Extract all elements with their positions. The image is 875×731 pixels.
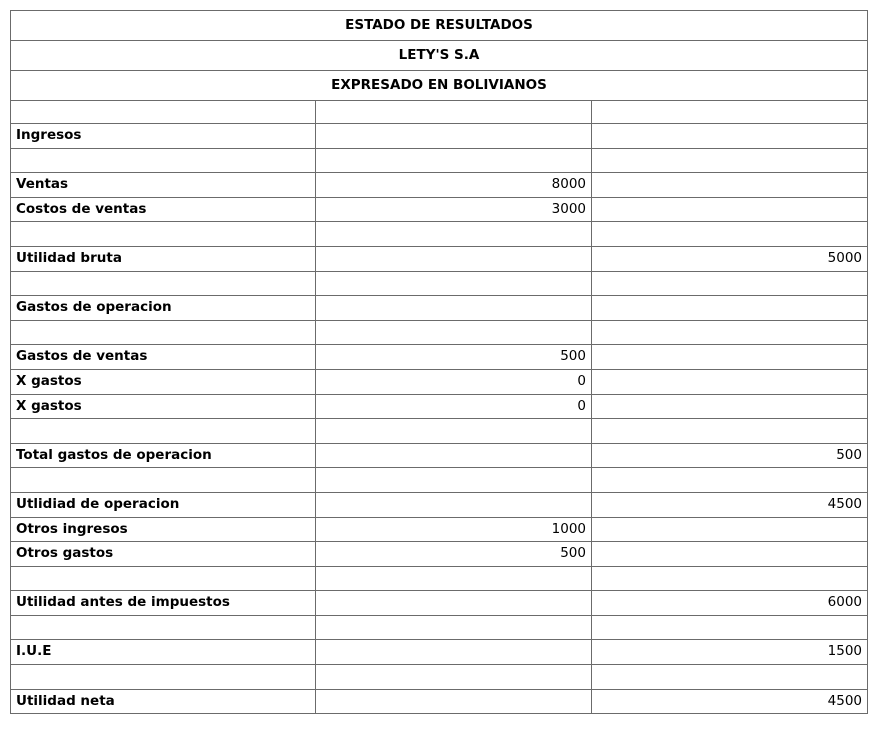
row-label-cell[interactable]: Gastos de ventas xyxy=(11,345,316,370)
row-label-cell[interactable]: Otros ingresos xyxy=(11,517,316,542)
row-label-cell[interactable] xyxy=(11,320,316,345)
row-label-cell[interactable] xyxy=(11,468,316,493)
table-row xyxy=(11,148,868,173)
row-label-cell[interactable]: X gastos xyxy=(11,394,316,419)
table-row xyxy=(11,517,868,542)
detail-amount-cell[interactable]: 8000 xyxy=(316,173,592,198)
table-row xyxy=(11,124,868,149)
table-row xyxy=(11,591,868,616)
detail-amount-cell[interactable] xyxy=(316,271,592,296)
detail-amount-cell[interactable]: 500 xyxy=(316,345,592,370)
total-amount-cell[interactable] xyxy=(592,468,868,493)
row-label-cell[interactable]: I.U.E xyxy=(11,640,316,665)
total-amount-cell[interactable] xyxy=(592,271,868,296)
table-row xyxy=(11,492,868,517)
table-row xyxy=(11,615,868,640)
header-row-title xyxy=(11,11,868,41)
total-amount-cell[interactable] xyxy=(592,394,868,419)
total-amount-cell[interactable] xyxy=(592,615,868,640)
detail-amount-cell[interactable] xyxy=(316,665,592,690)
detail-amount-cell[interactable] xyxy=(316,222,592,247)
detail-amount-cell[interactable] xyxy=(316,320,592,345)
total-amount-cell[interactable]: 6000 xyxy=(592,591,868,616)
row-label-cell[interactable]: Utilidad neta xyxy=(11,689,316,714)
table-row xyxy=(11,345,868,370)
header-row-currency xyxy=(11,71,868,101)
total-amount-cell[interactable] xyxy=(592,566,868,591)
detail-amount-cell[interactable] xyxy=(316,492,592,517)
detail-amount-cell[interactable] xyxy=(316,566,592,591)
total-amount-cell[interactable] xyxy=(592,296,868,321)
row-label-cell[interactable] xyxy=(11,566,316,591)
detail-amount-cell[interactable]: 0 xyxy=(316,394,592,419)
table-row xyxy=(11,320,868,345)
row-label-cell[interactable]: X gastos xyxy=(11,369,316,394)
detail-amount-cell[interactable] xyxy=(316,419,592,444)
total-amount-cell[interactable] xyxy=(592,197,868,222)
table-row xyxy=(11,468,868,493)
detail-amount-cell[interactable]: 500 xyxy=(316,542,592,567)
table-row xyxy=(11,394,868,419)
table-row xyxy=(11,369,868,394)
table-row xyxy=(11,689,868,714)
table-row xyxy=(11,640,868,665)
total-amount-cell[interactable] xyxy=(592,419,868,444)
table-row xyxy=(11,665,868,690)
detail-amount-cell[interactable] xyxy=(316,124,592,149)
table-row xyxy=(11,566,868,591)
total-amount-cell[interactable]: 4500 xyxy=(592,689,868,714)
table-row xyxy=(11,296,868,321)
detail-amount-cell[interactable]: 0 xyxy=(316,369,592,394)
detail-amount-cell[interactable] xyxy=(316,615,592,640)
currency-note[interactable]: EXPRESADO EN BOLIVIANOS xyxy=(11,71,868,101)
total-amount-cell[interactable] xyxy=(592,320,868,345)
total-amount-cell[interactable]: 1500 xyxy=(592,640,868,665)
row-label-cell[interactable]: Costos de ventas xyxy=(11,197,316,222)
total-amount-cell[interactable] xyxy=(592,124,868,149)
total-amount-cell[interactable] xyxy=(592,517,868,542)
row-label-cell[interactable] xyxy=(11,665,316,690)
detail-amount-cell[interactable] xyxy=(316,468,592,493)
row-label-cell[interactable] xyxy=(11,419,316,444)
table-row xyxy=(11,542,868,567)
table-row xyxy=(11,101,868,124)
table-row xyxy=(11,222,868,247)
total-amount-cell[interactable] xyxy=(592,345,868,370)
row-label-cell[interactable]: Total gastos de operacion xyxy=(11,443,316,468)
income-statement-sheet xyxy=(10,10,867,714)
detail-amount-cell[interactable] xyxy=(316,296,592,321)
table-row xyxy=(11,197,868,222)
table-row xyxy=(11,419,868,444)
header-row-company xyxy=(11,41,868,71)
row-label-cell[interactable]: Gastos de operacion xyxy=(11,296,316,321)
detail-amount-cell[interactable] xyxy=(316,246,592,271)
total-amount-cell[interactable]: 5000 xyxy=(592,246,868,271)
table-row xyxy=(11,173,868,198)
detail-amount-cell[interactable]: 1000 xyxy=(316,517,592,542)
total-amount-cell[interactable] xyxy=(592,542,868,567)
detail-amount-cell[interactable] xyxy=(316,640,592,665)
total-amount-cell[interactable] xyxy=(592,665,868,690)
detail-amount-cell[interactable] xyxy=(316,443,592,468)
row-label-cell[interactable] xyxy=(11,148,316,173)
total-amount-cell[interactable] xyxy=(592,173,868,198)
income-statement-table xyxy=(10,10,868,714)
total-amount-cell[interactable] xyxy=(592,148,868,173)
table-row xyxy=(11,246,868,271)
statement-title[interactable]: ESTADO DE RESULTADOS xyxy=(11,11,868,41)
total-amount-cell[interactable] xyxy=(592,369,868,394)
row-label-cell[interactable]: Ventas xyxy=(11,173,316,198)
row-label-cell[interactable] xyxy=(11,615,316,640)
row-label-cell[interactable]: Otros gastos xyxy=(11,542,316,567)
row-label-cell[interactable]: Utilidad antes de impuestos xyxy=(11,591,316,616)
row-label-cell[interactable]: Utlidiad de operacion xyxy=(11,492,316,517)
row-label-cell[interactable] xyxy=(11,271,316,296)
table-row xyxy=(11,271,868,296)
row-label-cell[interactable]: Utilidad bruta xyxy=(11,246,316,271)
total-amount-cell[interactable] xyxy=(592,222,868,247)
statement-body xyxy=(11,101,868,714)
detail-amount-cell[interactable] xyxy=(316,591,592,616)
total-amount-cell[interactable]: 500 xyxy=(592,443,868,468)
row-label-cell[interactable] xyxy=(11,222,316,247)
row-label-cell[interactable] xyxy=(11,101,316,124)
detail-amount-cell[interactable] xyxy=(316,148,592,173)
detail-amount-cell[interactable] xyxy=(316,689,592,714)
table-row xyxy=(11,443,868,468)
total-amount-cell[interactable] xyxy=(592,101,868,124)
company-name[interactable]: LETY'S S.A xyxy=(11,41,868,71)
detail-amount-cell[interactable]: 3000 xyxy=(316,197,592,222)
total-amount-cell[interactable]: 4500 xyxy=(592,492,868,517)
detail-amount-cell[interactable] xyxy=(316,101,592,124)
row-label-cell[interactable]: Ingresos xyxy=(11,124,316,149)
